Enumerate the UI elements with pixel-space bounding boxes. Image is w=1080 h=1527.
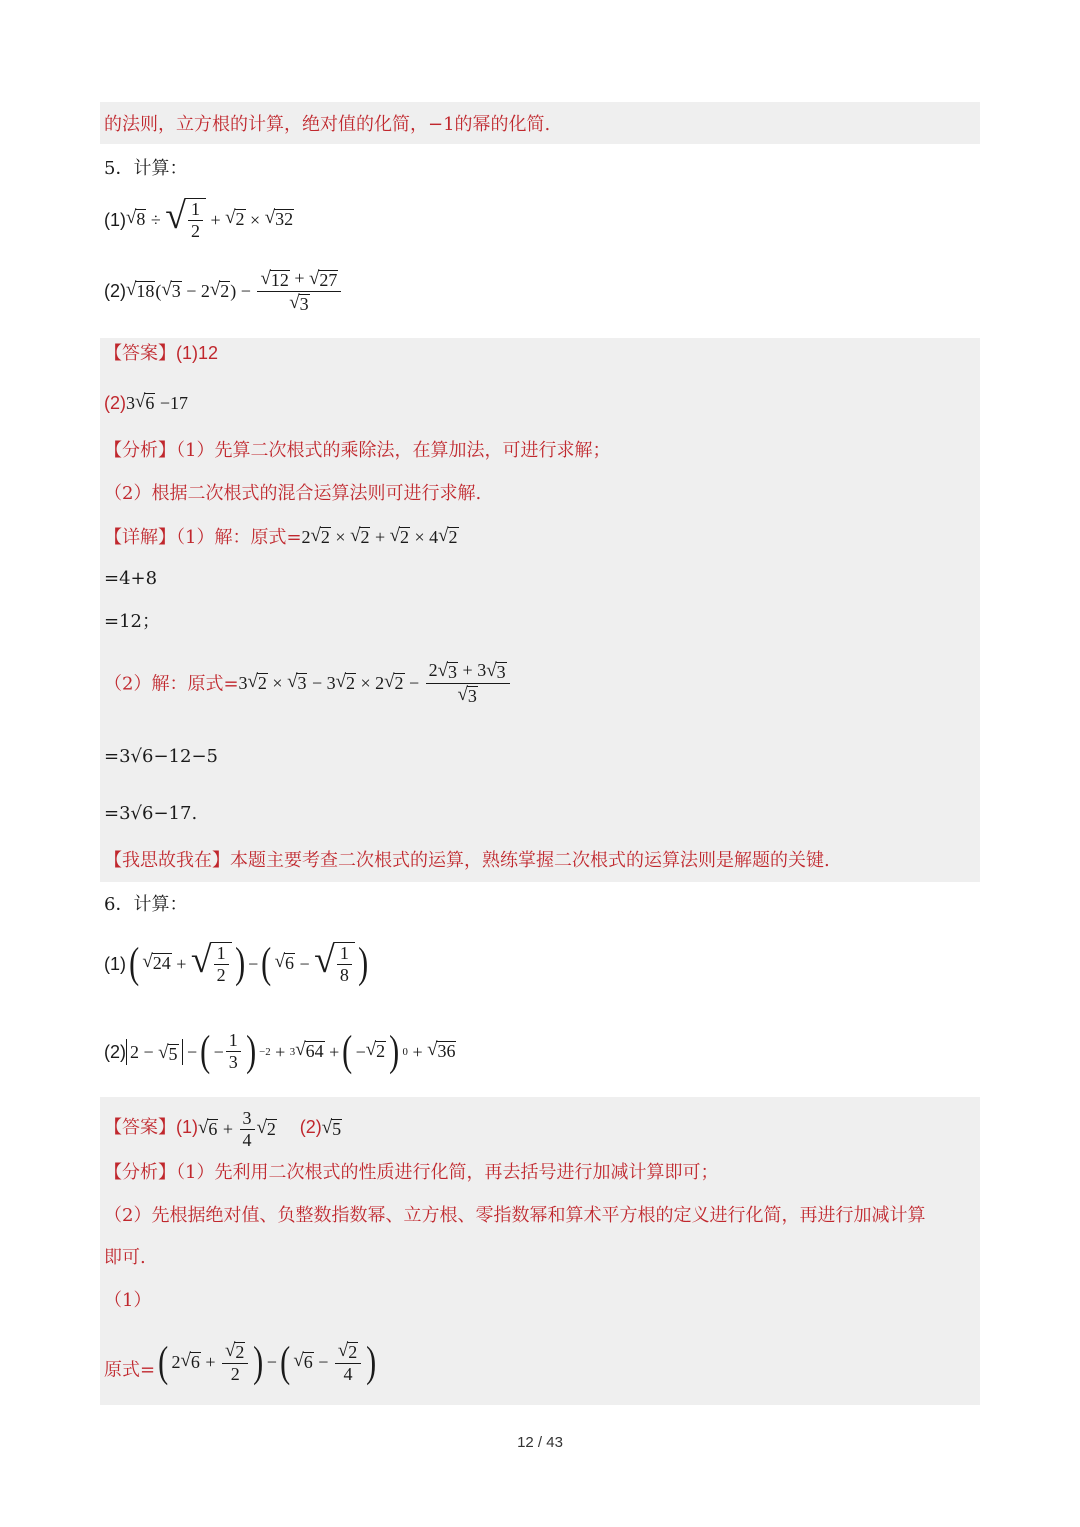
q5-part2: (2) √ 18 ( √ 3 − 2 √ 2 ) − √ 12 + √ 27 √ 3: [104, 268, 343, 315]
q5-detail2: （2）解：原式=3 √ 2 × √ 3 − 3 √ 2 × 2 √ 2 − 2 √ 3 + 3 √ 3 √ 3: [104, 660, 512, 707]
q5-header: 5．计算：: [104, 158, 188, 179]
q5-step-c: =3√6−12−5: [104, 746, 218, 767]
q5-part1: (1) √ 8 ÷ √ $\frac{1}{2}$ + √ 2 × √ 32: [104, 195, 294, 241]
q5-analysis2: （2）根据二次根式的混合运算法则可进行求解.: [104, 483, 482, 504]
q5-detail1: 【详解】（1）解：原式=2 √ 2 × √ 2 + √ 2 × 4 √ 2: [104, 524, 458, 548]
q6-header: 6．计算：: [104, 894, 188, 915]
page-number: 12 / 43: [517, 1434, 563, 1451]
q5-summary: 【我思故我在】本题主要考查二次根式的运算，熟练掌握二次根式的运算法则是解题的关键.: [104, 850, 830, 871]
q5-step-a: =4+8: [104, 568, 158, 589]
q6-part1: (1) ( √ 24 + √ $\frac{1}{2}$ ) − ( √ 6 − √ $\frac{1}{8}$ ): [104, 939, 369, 988]
q5-analysis1: 【分析】（1）先算二次根式的乘除法，在算加法，可进行求解；: [104, 440, 611, 461]
q5-step-d: =3√6−17.: [104, 803, 198, 824]
q5-answer-line2: (2)3 √ 6 −17: [104, 390, 189, 413]
q6-analysis2-cont: 即可.: [104, 1247, 146, 1268]
q5-answer-block: [100, 338, 980, 882]
intro-line: 的法则，立方根的计算，绝对值的化简，−1的幂的化简.: [104, 114, 551, 135]
q6-analysis2: （2）先根据绝对值、负整数指数幂、立方根、零指数幂和算术平方根的定义进行化简，再进行加减计算: [104, 1205, 926, 1226]
q5-step-b: =12；: [104, 611, 160, 632]
q6-part2: (2) 2 − √ 5 − ( − $\frac{1}{3}$ ) −2 + 3 √ 64 + ( − √ 2 ) 0 + √ 36: [104, 1028, 456, 1075]
q5-answer-line1: 【答案】(1)12: [104, 343, 219, 364]
q6-analysis1: 【分析】（1）先利用二次根式的性质进行化简，再去括号进行加减计算即可；: [104, 1162, 719, 1183]
q6-answer: 【答案】(1) √ 6 + $\frac{3}{4}$ √ 2 (2) √ 5: [104, 1108, 342, 1150]
q6-detail-line: 原式= ( 2 √ 6 + √ 2 2 ) − ( √ 6 − √ 2 4 ): [104, 1338, 377, 1386]
q6-detail1-label: （1）: [104, 1290, 152, 1311]
